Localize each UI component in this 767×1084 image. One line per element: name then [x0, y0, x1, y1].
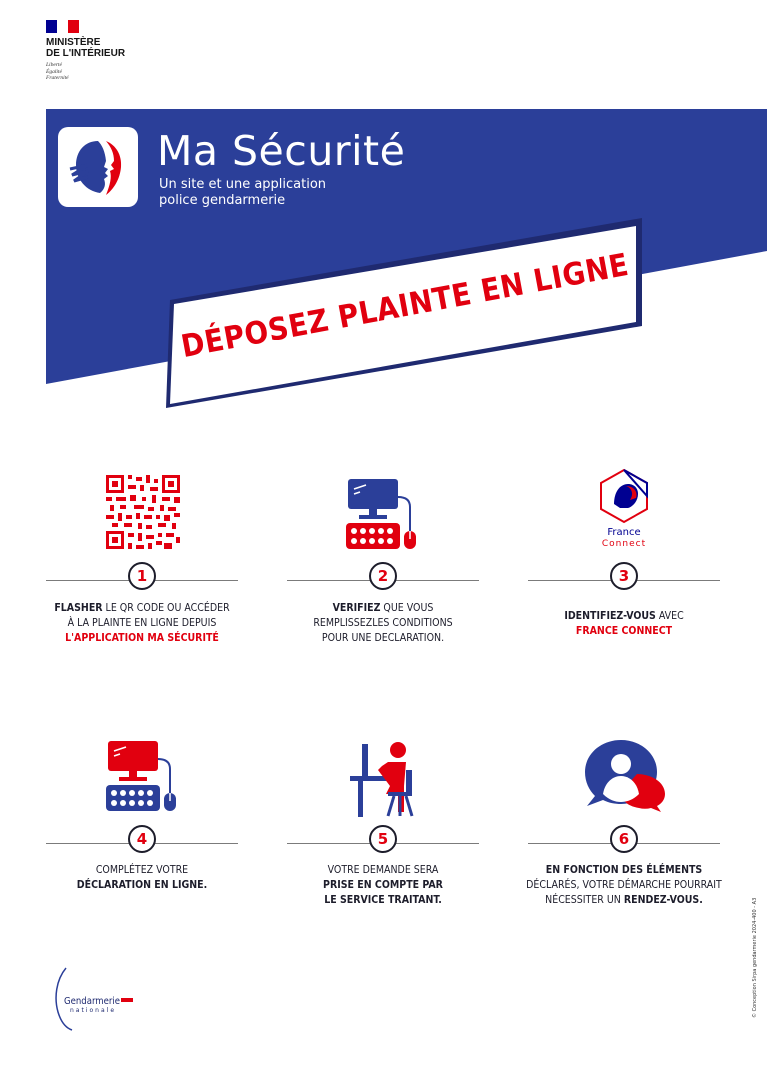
step-4-number: 4 [128, 825, 156, 853]
emphasis-text: DÉCLARATION EN LIGNE. [76, 879, 208, 891]
appointment-chat-icon [581, 738, 667, 812]
step-5-line [278, 878, 488, 893]
gendarmerie-nationale-label: nationale [70, 1007, 117, 1014]
step-5-line [278, 893, 488, 908]
step-1-line [37, 616, 247, 631]
app-subtitle-line-2: police gendarmerie [159, 193, 286, 208]
plain-text: À LA PLAINTE EN LIGNE DEPUIS [67, 617, 217, 629]
plain-text: REMPLISSEZLES CONDITIONS [313, 617, 453, 629]
step-2-line [278, 601, 488, 616]
plain-text: LE QR CODE OU ACCÉDER [102, 602, 230, 614]
emphasis-text: PRISE EN COMPTE PAR [323, 879, 443, 891]
gendarmerie-red-mark [121, 998, 133, 1002]
headline: DÉPOSEZ PLAINTE EN LIGNE [178, 246, 632, 366]
step-4-line [37, 878, 247, 893]
ministry-motto: Liberté Égalité Fraternité [46, 62, 69, 81]
app-title: Ma Sécurité [157, 127, 406, 175]
app-subtitle-line-1: Un site et une application [159, 177, 327, 192]
step-5-text [278, 863, 488, 908]
highlight-text: L'APPLICATION MA SÉCURITÉ [65, 632, 219, 644]
step-2-number: 2 [369, 562, 397, 590]
ma-securite-logo [58, 127, 138, 207]
plain-text: POUR UNE DECLARATION. [321, 632, 445, 644]
emphasis-text: FLASHER [54, 602, 103, 614]
step-6-number: 6 [610, 825, 638, 853]
step-6-line [514, 893, 734, 908]
step-2-line [278, 631, 488, 646]
app-subtitle [159, 177, 326, 209]
emphasis-text: IDENTIFIEZ-VOUS [564, 610, 656, 622]
step-1-line [37, 601, 247, 616]
highlight-text: FRANCE CONNECT [575, 625, 673, 637]
step-6-line [514, 878, 734, 893]
marianne-profile-icon [58, 127, 138, 207]
step-2-text [278, 601, 488, 646]
franceconnect-word-2: Connect [601, 539, 647, 549]
emphasis-text: LE SERVICE TRAITANT. [324, 894, 442, 906]
step-4-text [37, 863, 247, 893]
step-3-number: 3 [610, 562, 638, 590]
step-1-number: 1 [128, 562, 156, 590]
step-6-text [514, 863, 734, 908]
copyright-note: © Conception Sirpa gendarmerie 2024-400 - A3 [752, 897, 758, 1018]
ministry-name: MINISTÈRE DE L'INTÉRIEUR [46, 37, 126, 59]
gendarmerie-label: Gendarmerie [64, 996, 121, 1007]
step-2-line [278, 616, 488, 631]
plain-text: AVEC [655, 610, 684, 622]
step-5-number: 5 [369, 825, 397, 853]
step-3-line [519, 624, 729, 639]
computer-icon [344, 477, 420, 551]
emphasis-text: EN FONCTION DES ÉLÉMENTS [545, 864, 703, 876]
qr-code-icon [106, 475, 180, 549]
computer-red-icon [104, 739, 180, 813]
plain-text: NÉCESSITER UN [545, 894, 624, 906]
step-3-line [519, 609, 729, 624]
agent-at-desk-icon [348, 740, 418, 818]
emphasis-text: RENDEZ-VOUS. [623, 894, 703, 906]
step-1-line [37, 631, 247, 646]
step-3-text [519, 609, 729, 639]
step-4-line [37, 863, 247, 878]
plain-text: DÉCLARÉS, VOTRE DÉMARCHE POURRAIT [526, 879, 722, 891]
step-1-text [37, 601, 247, 646]
plain-text: QUE VOUS [380, 602, 434, 614]
step-6-line [514, 863, 734, 878]
plain-text: COMPLÉTEZ VOTRE [95, 864, 189, 876]
franceconnect-icon [596, 468, 652, 524]
french-flag-icon [46, 20, 79, 33]
step-5-line [278, 863, 488, 878]
emphasis-text: VERIFIEZ [332, 602, 381, 614]
plain-text: VOTRE DEMANDE SERA [327, 864, 439, 876]
franceconnect-word-1: France [607, 527, 641, 538]
